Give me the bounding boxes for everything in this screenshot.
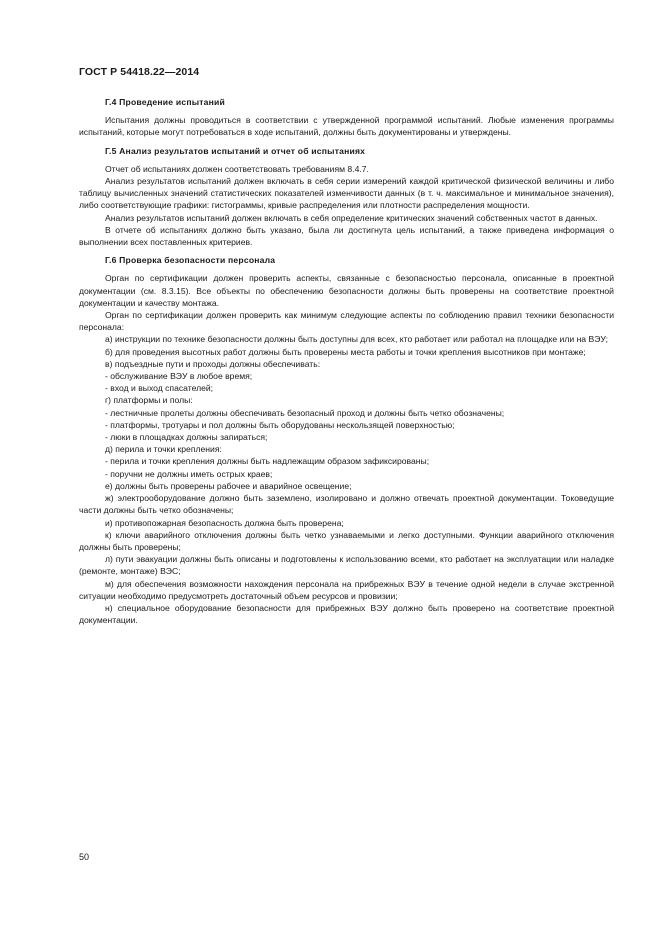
paragraph: Орган по сертификации должен проверить как минимум следующие аспекты по соблюдению правил техники безопасности персонала: [79, 310, 614, 333]
list-item: г) платформы и полы: [105, 395, 193, 406]
section-g6 [79, 254, 614, 626]
paragraph: Испытания должны проводиться в соответствии с утвержденной программой испытаний. Любые изменения программы испытаний, которые могут потребоваться в ходе испытаний, должны быть документированы и утверждены. [79, 115, 614, 138]
list-subitem: - вход и выход спасателей; [105, 383, 214, 394]
paragraph: Отчет об испытаниях должен соответствовать требованиям 8.4.7. [105, 163, 369, 174]
paragraph: В отчете об испытаниях должно быть указано, была ли достигнута цель испытаний, а также приведена информация о выполнении всех поставленных критериев. [79, 224, 614, 248]
list-subitem: - перила и точки крепления должны быть надлежащим образом зафиксированы; [105, 456, 430, 467]
page-number: 50 [79, 852, 90, 862]
section-heading: Г.6 Проверка безопасности персонала [105, 255, 276, 266]
section-g4 [79, 96, 614, 139]
list-subitem: - поручни не должны иметь острых краев; [105, 468, 273, 479]
list-item: н) специальное оборудование безопасности для прибрежных ВЭУ должно быть проверено на соответствие проектной документации. [79, 602, 614, 626]
list-item: м) для обеспечения возможности нахождения персонала на прибрежных ВЭУ в течение одной недели в случае экстренной ситуации необходимо предусмотреть достаточный объем ресурсов и провизии; [79, 578, 614, 601]
list-item: л) пути эвакуации должны быть описаны и подготовлены к использованию всеми, кто работает на эксплуатации или наладке (ремонте, монтаже) ВЭС; [79, 554, 614, 577]
document-body [79, 96, 614, 626]
list-subitem: - лестничные пролеты должны обеспечивать безопасный проход и должны быть четко обозначены; [105, 407, 505, 418]
list-item: к) ключи аварийного отключения должны быть четко узнаваемыми и легко доступными. Функции аварийного отключения должны быть проверены; [79, 529, 614, 552]
list-item: и) противопожарная безопасность должна быть проверена; [105, 517, 344, 528]
list-subitem: - люки в площадках должны запираться; [105, 432, 268, 443]
list-item: б) для проведения высотных работ должны быть проверены места работы и точки крепления высотников при монтаже; [105, 346, 586, 357]
list-item: ж) электрооборудование должно быть заземлено, изолировано и должно отвечать проектной документации. Токоведущие части должны быть четко обозначены; [79, 493, 614, 516]
list-subitem: - обслуживание ВЭУ в любое время; [105, 371, 253, 382]
section-heading: Г.4 Проведение испытаний [105, 97, 225, 107]
section-heading: Г.5 Анализ результатов испытаний и отчет об испытаниях [105, 145, 366, 156]
list-item: а) инструкции по технике безопасности должны быть доступны для всех, кто работает или работал на площадке или на ВЭУ; [105, 334, 609, 345]
paragraph: Орган по сертификации должен проверить аспекты, связанные с безопасностью персонала, описанные в проектной документации (см. 8.3.15). Все объекты по обеспечению безопасности должны быть проверены на соответствие проектной документации и качеству монтажа. [79, 273, 614, 308]
list-item: е) должны быть проверены рабочее и аварийное освещение; [105, 480, 352, 491]
standard-code-header: ГОСТ Р 54418.22—2014 [79, 66, 200, 78]
list-item: д) перила и точки крепления: [105, 444, 222, 455]
list-item: в) подъездные пути и проходы должны обеспечивать: [105, 358, 321, 369]
list-subitem: - платформы, тротуары и пол должны быть оборудованы нескользящей поверхностью; [105, 419, 455, 430]
paragraph: Анализ результатов испытаний должен включать в себя определение критических значений собственных частот в данных. [105, 212, 598, 223]
section-g5 [79, 145, 614, 249]
paragraph: Анализ результатов испытаний должен включать в себя серии измерений каждой критической физической величины и либо таблицу вычисленных значений статистических показателей изменчивости данных (в т. ч. максимальное и минимальное значения), либо соответствующие графики: гистограммы, кривые распределения или плотности распределения мощности. [79, 176, 614, 211]
